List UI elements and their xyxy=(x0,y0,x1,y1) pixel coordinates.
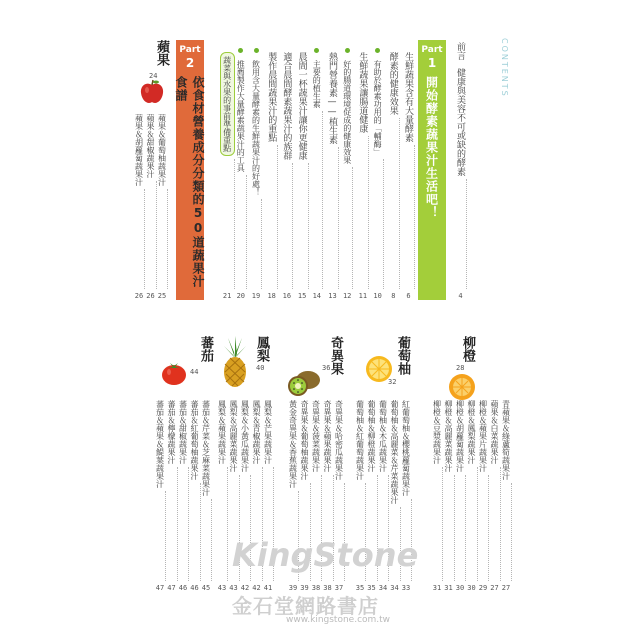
leader-dots xyxy=(234,159,235,289)
page-number: 47 xyxy=(155,584,165,592)
item-text: 生鮮蔬果讓腸道健康 xyxy=(357,52,368,133)
recipe-text: 葡萄柚＆柳橙蔬果汁 xyxy=(367,400,376,472)
page-number: 16 xyxy=(282,292,292,300)
page-number: 27 xyxy=(501,584,511,592)
leader-dots xyxy=(246,175,247,289)
preface-text: 健康與美容不可或缺的酵素 xyxy=(455,68,465,176)
leader-dots xyxy=(227,467,228,581)
leader-dots xyxy=(454,475,455,581)
part1-item[interactable] xyxy=(402,42,415,300)
recipe-text: 柳橙＆高麗菜蔬果汁 xyxy=(444,400,453,472)
recipe-text: 黃金奇異果＆香蕉蔬果汁 xyxy=(288,400,298,488)
fruit-section-title[interactable]: 蕃茄 xyxy=(198,336,213,362)
recipe-text: 葡萄柚＆紅葡萄蔬果汁 xyxy=(355,400,365,480)
page-number: 42 xyxy=(252,584,261,592)
page-number: 43 xyxy=(217,584,227,592)
leader-dots xyxy=(322,111,323,289)
page-number: 6 xyxy=(406,292,411,300)
tomato-illustration xyxy=(160,360,188,386)
part2-title: 依食材營養成分分類的50道蔬果汁食譜 xyxy=(174,76,205,288)
page-number: 45 xyxy=(201,584,211,592)
recipe-text: 奇異果＆蘋果蔬果汁 xyxy=(323,400,332,472)
fruit-section-page: 40 xyxy=(256,364,265,372)
page-number: 12 xyxy=(342,292,352,300)
part1-item[interactable] xyxy=(250,42,262,300)
leader-dots xyxy=(165,491,166,581)
recipe-item[interactable] xyxy=(443,400,455,592)
leader-dots xyxy=(466,179,467,289)
recipe-text: 蕃茄＆蘋果＆鯷葉蔬果汁 xyxy=(155,400,165,488)
leader-dots xyxy=(177,467,178,581)
bullet-dot xyxy=(345,48,350,53)
recipe-text: 柳橙＆豆漿蔬果汁 xyxy=(432,400,442,464)
leader-dots xyxy=(308,163,309,289)
recipe-text: 蕃茄＆檸檬蔬果汁 xyxy=(167,400,176,464)
page-number: 30 xyxy=(467,584,476,592)
part1-item[interactable] xyxy=(311,42,323,300)
apple-illustration xyxy=(138,78,166,106)
recipe-item[interactable] xyxy=(156,114,168,300)
part1-item[interactable] xyxy=(296,42,309,300)
watermark-chinese: 金石堂網路書店 xyxy=(232,594,379,618)
kiwi-illustration xyxy=(286,368,322,398)
recipe-text: 葡萄柚＆木瓜蔬果汁 xyxy=(378,400,388,472)
recipe-item[interactable] xyxy=(154,400,166,592)
fruit-section-title[interactable]: 鳳梨 xyxy=(254,336,269,362)
recipe-item[interactable] xyxy=(216,400,228,592)
page-number: 39 xyxy=(288,584,298,592)
page-number: 30 xyxy=(455,584,465,592)
page-number: 34 xyxy=(390,584,399,592)
item-text: 推薦製作大量酵素蔬果汁的工具 xyxy=(236,60,246,172)
leader-dots xyxy=(338,147,339,289)
recipe-text: 蕃茄＆紅葡萄柚蔬果汁 xyxy=(190,400,199,480)
recipe-item[interactable] xyxy=(500,400,512,592)
contents-label: CONTENTS xyxy=(500,38,509,98)
part1-label: Part xyxy=(421,45,443,55)
bullet-dot xyxy=(375,48,380,53)
leader-dots xyxy=(465,475,466,581)
leader-dots xyxy=(383,159,384,289)
page-number: 38 xyxy=(323,584,332,592)
page-number: 13 xyxy=(328,292,337,300)
part1-item[interactable] xyxy=(326,42,339,300)
page-number: 46 xyxy=(190,584,199,592)
part1-item[interactable] xyxy=(280,42,293,300)
item-text: 主要的植生素 xyxy=(312,60,322,108)
leader-dots xyxy=(442,467,443,581)
pineapple-illustration xyxy=(220,336,250,388)
fruit-section-title[interactable]: 奇異果 xyxy=(328,336,343,375)
leader-dots xyxy=(477,467,478,581)
recipe-text: 鳳梨＆青椒蔬果汁 xyxy=(252,400,261,464)
recipe-text: 奇異果＆哈密瓜蔬果汁 xyxy=(334,400,344,480)
leader-dots xyxy=(261,199,262,289)
fruit-section-title[interactable]: 蘋果 xyxy=(154,40,169,66)
item-text: 製作晨間蔬果汁的重點 xyxy=(266,52,277,142)
recipe-text: 柳橙＆蘋果片蔬果汁 xyxy=(478,400,488,472)
page-number: 15 xyxy=(297,292,307,300)
leader-dots xyxy=(511,483,512,581)
page-number: 35 xyxy=(355,584,365,592)
recipe-text: 奇異果＆菠菜蔬果汁 xyxy=(311,400,321,472)
watermark-brand: KingStone xyxy=(232,536,419,574)
leader-dots xyxy=(211,499,212,581)
leader-dots xyxy=(292,163,293,289)
page-number: 10 xyxy=(373,292,382,300)
page-number: 35 xyxy=(367,584,376,592)
fruit-section-page: 36 xyxy=(322,364,331,372)
page-number: 39 xyxy=(300,584,309,592)
part1-item[interactable] xyxy=(220,42,235,300)
leader-dots xyxy=(188,467,189,581)
fruit-section-page: 32 xyxy=(388,378,397,386)
recipe-text: 紅葡萄柚＆櫻桃蘿蔔蔬果汁 xyxy=(401,400,411,496)
part1-item[interactable] xyxy=(372,42,384,300)
page-number: 38 xyxy=(311,584,321,592)
part2-box[interactable] xyxy=(176,40,204,300)
fruit-section-page: 24 xyxy=(149,72,158,80)
recipe-item[interactable] xyxy=(145,114,157,300)
item-text: 適合晨間酵素蔬果汁的族群 xyxy=(281,52,292,160)
fruit-section-page: 44 xyxy=(190,368,199,376)
page-number: 8 xyxy=(391,292,396,300)
part1-box[interactable] xyxy=(418,40,446,300)
recipe-text: 奇異果＆葡萄柚蔬果汁 xyxy=(300,400,309,480)
part1-item[interactable] xyxy=(341,42,353,300)
watermark-url: www.kingstone.com.tw xyxy=(286,615,391,625)
page-number: 25 xyxy=(157,292,167,300)
part1-item[interactable] xyxy=(387,42,400,300)
recipe-item[interactable] xyxy=(200,400,212,592)
page-number: 14 xyxy=(312,292,322,300)
leader-dots xyxy=(144,189,145,289)
recipe-text: 青蘋果＆綠蘆筍蔬果汁 xyxy=(501,400,511,480)
recipe-text: 蘋果＆葡萄柚蔬果汁 xyxy=(157,114,167,186)
page-number: 33 xyxy=(401,584,411,592)
leader-dots xyxy=(368,136,369,289)
bullet-dot xyxy=(238,48,243,53)
recipe-item[interactable] xyxy=(454,400,466,592)
leader-dots xyxy=(352,167,353,289)
recipe-text: 柳橙＆胡蘿蔔蔬果汁 xyxy=(455,400,465,472)
page-number: 43 xyxy=(229,584,238,592)
part1-number: 1 xyxy=(427,56,437,70)
item-text: 酵素的健康效果 xyxy=(387,52,398,115)
page-number: 20 xyxy=(236,292,246,300)
recipe-text: 鳳梨＆蘋果蔬果汁 xyxy=(217,400,227,464)
recipe-item[interactable] xyxy=(466,400,478,592)
preface-label: 前言 xyxy=(455,42,465,60)
recipe-text: 蘋果＆白菜蔬果汁 xyxy=(490,400,499,464)
recipe-text: 蕃茄＆甜椒蔬果汁 xyxy=(178,400,188,464)
item-text: 好的腸道環境促成的健康效果 xyxy=(342,60,352,164)
page-number: 27 xyxy=(490,584,499,592)
recipe-item[interactable] xyxy=(177,400,189,592)
recipe-text: 鳳梨＆芒果蔬果汁 xyxy=(263,400,273,464)
recipe-item[interactable] xyxy=(489,400,501,592)
page-number: 41 xyxy=(263,584,273,592)
fruit-section-title[interactable]: 柳橙 xyxy=(460,336,475,362)
page-number: 29 xyxy=(478,584,488,592)
part1-item[interactable] xyxy=(265,42,278,300)
leader-dots xyxy=(167,189,168,289)
part2-label: Part xyxy=(179,45,201,55)
page-number: 11 xyxy=(358,292,368,300)
page-number: 18 xyxy=(267,292,276,300)
recipe-item[interactable] xyxy=(189,400,201,592)
page-number: 37 xyxy=(334,584,344,592)
part1-item[interactable] xyxy=(356,42,369,300)
bullet-dot xyxy=(314,48,319,53)
bullet-dot xyxy=(254,48,259,53)
recipe-text: 葡萄柚＆高麗菜＆芹菜蔬果汁 xyxy=(390,400,399,504)
item-text: 熱門營養素——植生素 xyxy=(327,52,337,144)
preface-line[interactable] xyxy=(454,42,467,300)
page-number: 31 xyxy=(432,584,442,592)
recipe-item[interactable] xyxy=(431,400,443,592)
recipe-text: 蕃茄＆芹菜＆芝麻菜蔬果汁 xyxy=(201,400,211,496)
recipe-text: 柳橙＆鳳梨蔬果汁 xyxy=(467,400,476,464)
recipe-item[interactable] xyxy=(166,400,178,592)
page-number: 26 xyxy=(134,292,144,300)
part1-item[interactable] xyxy=(235,42,247,300)
part1-title: 開始酵素蔬果汁生活吧！ xyxy=(424,76,439,219)
recipe-text: 鳳梨＆小黃瓜蔬果汁 xyxy=(240,400,250,472)
recipe-item[interactable] xyxy=(133,114,145,300)
item-text: 飲用含大量酵素的生鮮蔬果汁的好處！ xyxy=(251,60,261,196)
item-text: 蔬菜與水果的事前準備重點 xyxy=(220,52,235,156)
leader-dots xyxy=(156,181,157,289)
leader-dots xyxy=(399,118,400,289)
page-number: 21 xyxy=(222,292,232,300)
item-text: 晨間一杯蔬果汁讓你更健康 xyxy=(296,52,307,160)
item-text: 生鮮蔬果含有大量酵素 xyxy=(403,52,413,142)
part2-number: 2 xyxy=(185,56,195,70)
leader-dots xyxy=(277,145,278,289)
page-number: 34 xyxy=(378,584,388,592)
page-number: 26 xyxy=(146,292,155,300)
page-number: 31 xyxy=(444,584,453,592)
page-number: 19 xyxy=(251,292,261,300)
fruit-section-title[interactable]: 葡萄柚 xyxy=(395,336,410,375)
leader-dots xyxy=(488,475,489,581)
item-text: 有助於酵素功用的「輔酶」 xyxy=(373,60,383,156)
page-number: 4 xyxy=(458,292,463,300)
leader-dots xyxy=(500,467,501,581)
recipe-text: 鳳梨＆高麗菜蔬果汁 xyxy=(229,400,238,472)
fruit-section-page: 28 xyxy=(456,364,465,372)
page-number: 46 xyxy=(178,584,188,592)
recipe-item[interactable] xyxy=(477,400,489,592)
recipe-text: 蘋果＆胡蘿蔔蔬果汁 xyxy=(134,114,144,186)
page-number: 47 xyxy=(167,584,176,592)
page-number: 42 xyxy=(240,584,250,592)
orange-illustration xyxy=(447,372,477,402)
leader-dots xyxy=(414,145,415,289)
grapefruit-illustration xyxy=(364,354,397,386)
recipe-text: 蘋果＆甜椒蔬果汁 xyxy=(146,114,155,178)
leader-dots xyxy=(200,483,201,581)
